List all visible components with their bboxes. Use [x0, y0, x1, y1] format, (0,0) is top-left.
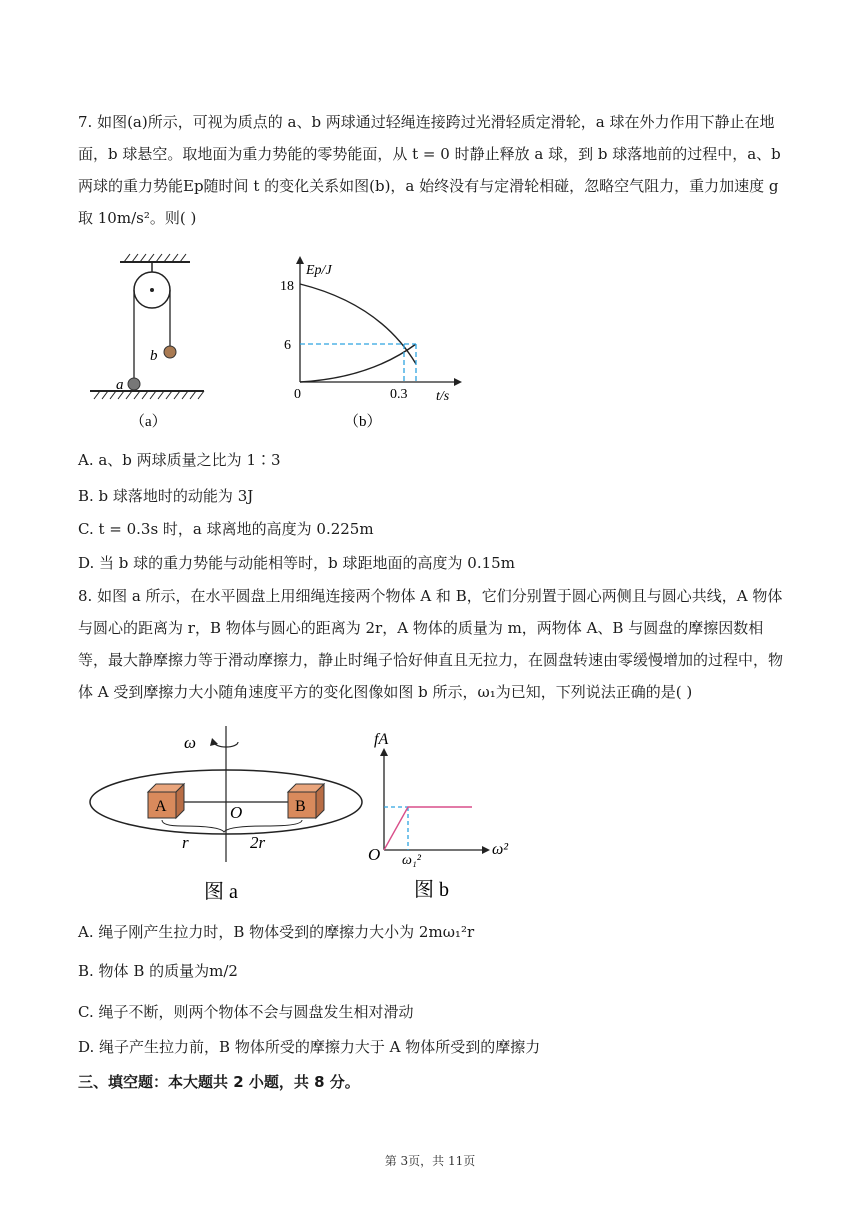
ep-b-curve: [300, 284, 416, 364]
svg-text:A: A: [155, 798, 167, 815]
q8-option-d: D. 绳子产生拉力前，B 物体所受的摩擦力大于 A 物体所受到的摩擦力: [78, 1038, 541, 1056]
q8-fig-a-caption: 图 a: [204, 881, 238, 903]
q8-figure-a: [82, 722, 372, 907]
q7-figure-a: [82, 250, 222, 430]
q7-figure-b: [270, 252, 470, 432]
page-footer: 第 3页，共 11页: [384, 1154, 476, 1168]
q8-stem: 8. 如图 a 所示，在水平圆盘上用细绳连接两个物体 A 和 B，它们分别置于圆心两侧且与圆心共线，A 物体与圆心的距离为 r，B 物体与圆心的距离为 2r，A 物体的质量为 m，两物体 A、B 与圆盘的摩擦因数相等，最大静摩擦力等于滑动摩擦力，静止时绳子恰好伸直且无拉力，在圆盘转速由零缓慢增加的过程中，物体 A 受到摩擦力大小随角速度平方的变化图像如图 b 所示，ω₁为已知，下列说法正确的是( ): [78, 587, 784, 701]
q7-option-b: B. b 球落地时的动能为 3J: [78, 487, 254, 505]
ep-a-curve: [300, 344, 416, 382]
x-tick-0.3: 0.3: [390, 387, 408, 402]
ball-b-label: b: [150, 348, 158, 364]
dist-2r-label: 2r: [250, 833, 266, 852]
omega-label: ω: [184, 733, 197, 752]
fA-axis-label: fA: [374, 731, 389, 748]
q7-option-c: C. t = 0.3s 时，a 球离地的高度为 0.225m: [78, 520, 374, 538]
q8-figure-b: [366, 722, 526, 907]
ball-a: [128, 378, 140, 390]
block-a: [148, 784, 184, 818]
q7-fig-a-caption: （a）: [130, 414, 167, 430]
center-label: O: [230, 803, 243, 822]
svg-text:B: B: [295, 798, 306, 815]
q8-option-c: C. 绳子不断，则两个物体不会与圆盘发生相对滑动: [78, 1003, 414, 1021]
y-tick-6: 6: [284, 338, 291, 353]
q7-option-a: A. a、b 两球质量之比为 1∶3: [78, 451, 281, 469]
q7-stem: 7. 如图(a)所示，可视为质点的 a、b 两球通过轻绳连接跨过光滑轻质定滑轮，a 球在外力作用下静止在地面，b 球悬空。取地面为重力势能的零势能面，从 t = 0 时静止释放 a 球，到 b 球落地前的过程中，a、b 两球的重力势能Ep随时间 t 的变化关系如图(b)，a 始终没有与定滑轮相碰，忽略空气阻力，重力加速度 g 取 10m/s²。则( ): [78, 113, 781, 227]
origin-O: O: [368, 845, 381, 864]
q8-fig-b-caption: 图 b: [414, 879, 449, 901]
q8-option-a: A. 绳子刚产生拉力时，B 物体受到的摩擦力大小为 2mω₁²r: [78, 923, 475, 941]
q7-fig-b-caption: （b）: [344, 414, 382, 430]
ball-a-label: a: [116, 377, 124, 393]
section-3-heading: 三、填空题：本大题共 2 小题，共 8 分。: [78, 1073, 360, 1091]
ep-axis-label: Ep/J: [306, 263, 332, 278]
origin-label: 0: [294, 387, 301, 402]
block-b: [288, 784, 324, 818]
q7-option-d: D. 当 b 球的重力势能与动能相等时，b 球距地面的高度为 0.15m: [78, 554, 515, 572]
dist-r-label: r: [182, 833, 189, 852]
ball-b: [164, 346, 176, 358]
q8-option-b: B. 物体 B 的质量为m/2: [78, 962, 238, 980]
fA-curve: [384, 807, 472, 850]
omega1-sq-tick: ω₁²: [402, 853, 421, 868]
t-axis-label: t/s: [436, 389, 450, 404]
omega-sq-axis-label: ω²: [492, 841, 509, 858]
y-tick-18: 18: [280, 279, 294, 294]
